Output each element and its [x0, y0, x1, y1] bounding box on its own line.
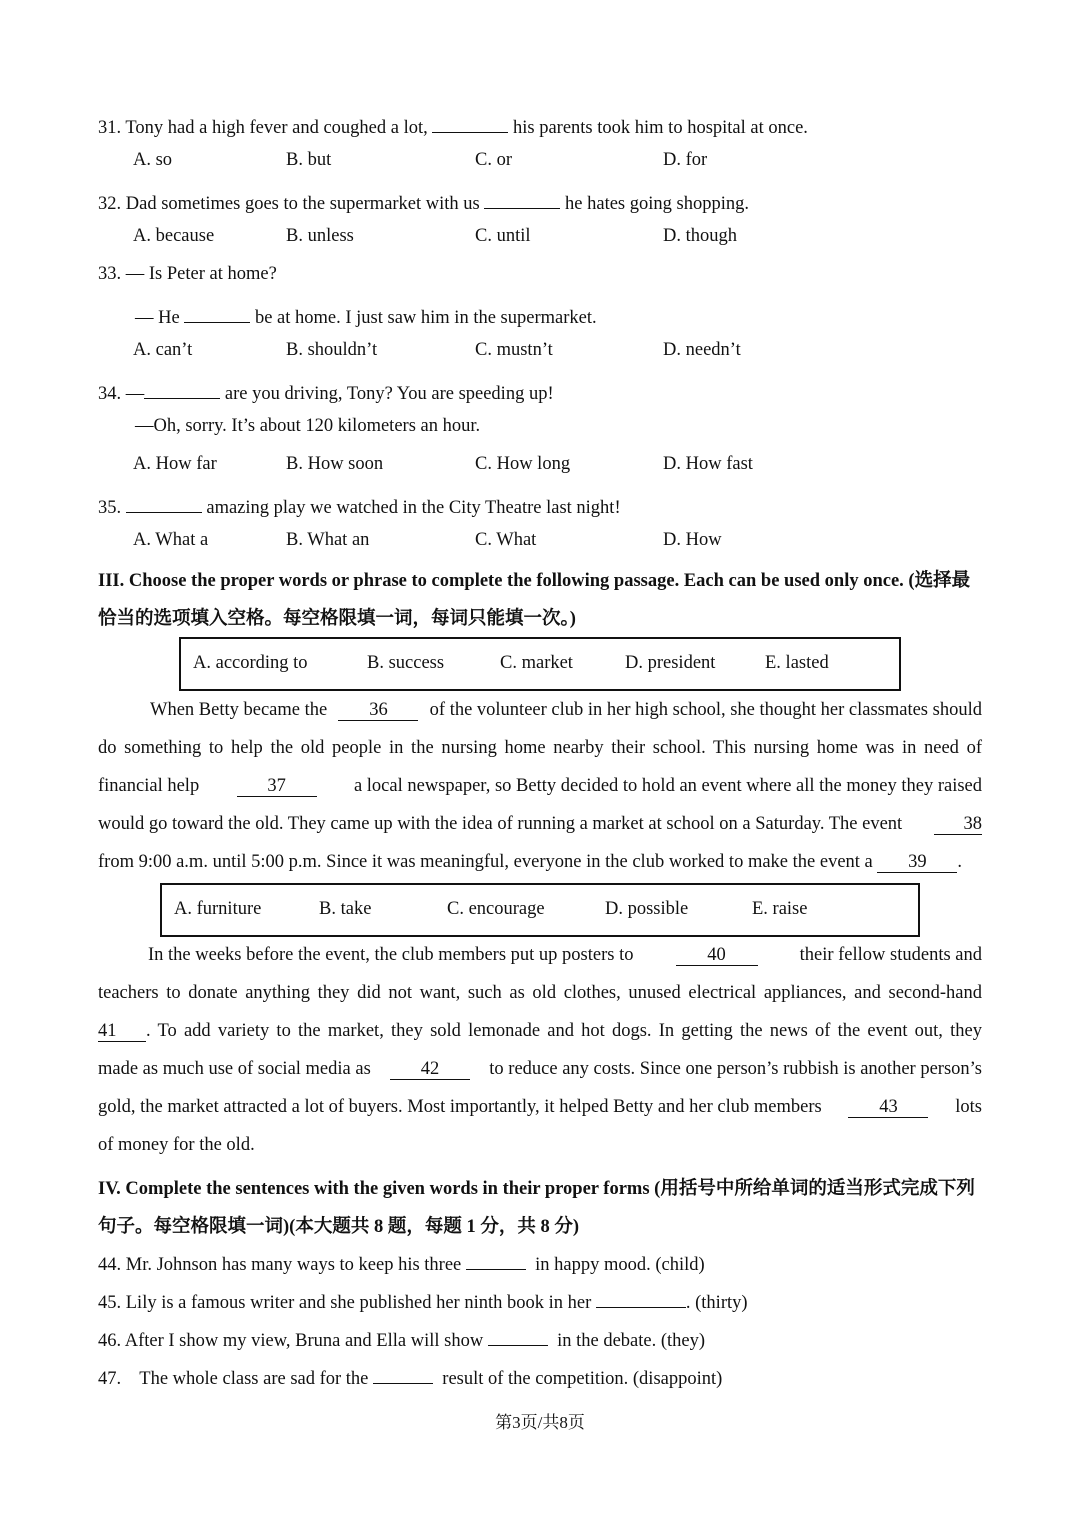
question-number: 32. — [98, 194, 122, 214]
passage-line — [98, 1097, 982, 1123]
question-text: — He — [135, 308, 180, 328]
option-b[interactable]: B. but — [286, 150, 332, 170]
section-3-heading: III. Choose the proper words or phrase to complete the following passage. Each can be used only once. (选择最恰当的选项填入空格。每空格限填一词，每词只能填一次。) — [98, 571, 971, 629]
answer-blank[interactable] — [126, 492, 202, 513]
word-option: D. president — [625, 653, 716, 673]
question-number: 46. — [98, 1331, 122, 1351]
word-option: D. possible — [605, 899, 689, 919]
options-31 — [133, 150, 933, 176]
answer-blank[interactable] — [184, 302, 250, 323]
passage-line — [98, 1059, 982, 1085]
question-33 — [98, 264, 277, 285]
passage-line — [98, 852, 982, 878]
passage-line: of money for the old. — [98, 1135, 255, 1155]
passage-line — [150, 700, 982, 726]
word-option: E. raise — [752, 899, 808, 919]
option-c[interactable]: C. or — [475, 150, 512, 170]
option-d[interactable]: D. How — [663, 530, 722, 550]
question-32 — [98, 188, 749, 215]
passage-text: . — [957, 852, 963, 872]
blank-36[interactable]: 36 — [338, 700, 418, 721]
word-option: A. furniture — [174, 899, 262, 919]
question-text: Lily is a famous writer and she published her ninth book in her — [125, 1293, 592, 1313]
word-box-2 — [160, 883, 920, 937]
options-32 — [133, 226, 933, 252]
passage-text: would go toward the old. They came up with the idea of running a market at school on a Saturday. The event — [98, 814, 903, 834]
question-number: 31. — [98, 118, 122, 138]
option-a[interactable]: A. so — [133, 150, 173, 170]
passage-text: to reduce any costs. Since one person’s rubbish is another person’s — [489, 1059, 982, 1079]
option-b[interactable]: B. shouldn’t — [286, 340, 378, 360]
passage-text: of the volunteer club in her high school, she thought her classmates should — [429, 700, 982, 720]
word-box-1 — [179, 637, 901, 691]
question-text: — Is Peter at home? — [125, 264, 277, 284]
option-a[interactable]: A. What a — [133, 530, 209, 550]
question-number: 35. — [98, 498, 122, 518]
question-text: amazing play we watched in the City Theatre last night! — [206, 498, 621, 518]
answer-blank[interactable] — [484, 188, 560, 209]
passage-line — [98, 814, 982, 840]
question-text: his parents took him to hospital at once. — [513, 118, 808, 138]
answer-blank[interactable] — [373, 1363, 433, 1384]
option-c[interactable]: C. until — [475, 226, 531, 246]
answer-blank[interactable] — [488, 1325, 548, 1346]
passage-line: teachers to donate anything they did not want, such as old clothes, unused electrical appliances, and second-hand — [98, 983, 982, 1003]
question-45 — [98, 1287, 748, 1314]
passage-text: financial help — [98, 776, 200, 796]
question-text: are you driving, Tony? You are speeding up! — [224, 384, 554, 404]
question-34-reply — [135, 416, 480, 437]
options-35 — [133, 530, 933, 556]
page-footer: 第3页/共8页 — [495, 1413, 585, 1432]
option-a[interactable]: A. How far — [133, 454, 217, 474]
blank-42[interactable]: 42 — [390, 1059, 470, 1080]
question-text: Mr. Johnson has many ways to keep his three — [125, 1255, 462, 1275]
option-c[interactable]: C. What — [475, 530, 537, 550]
question-text: be at home. I just saw him in the supermarket. — [254, 308, 597, 328]
question-text: Dad sometimes goes to the supermarket with us — [125, 194, 480, 214]
answer-blank[interactable] — [466, 1249, 526, 1270]
question-47 — [98, 1363, 722, 1390]
option-d[interactable]: D. though — [663, 226, 737, 246]
passage-text: a local newspaper, so Betty decided to hold an event where all the money they raised — [353, 776, 982, 796]
question-46 — [98, 1325, 705, 1352]
passage-text: lots — [955, 1097, 982, 1117]
section-4-heading: IV. Complete the sentences with the given words in their proper forms (用括号中所给单词的适当形式完成下列句子。每空格限填一词)(本大题共 8 题，每题 1 分，共 8 分) — [98, 1179, 975, 1237]
option-d[interactable]: D. needn’t — [663, 340, 741, 360]
option-d[interactable]: D. How fast — [663, 454, 753, 474]
question-number: 45. — [98, 1293, 122, 1313]
question-text: . (thirty) — [685, 1293, 748, 1313]
blank-41[interactable]: 41 — [98, 1021, 146, 1042]
question-text: —Oh, sorry. It’s about 120 kilometers an hour. — [135, 416, 481, 436]
question-number: 44. — [98, 1255, 122, 1275]
word-option: C. market — [500, 653, 573, 673]
question-34 — [98, 378, 554, 405]
passage-line — [98, 1021, 982, 1047]
word-option: E. lasted — [765, 653, 829, 673]
question-number: 47. — [98, 1369, 122, 1389]
word-option: A. according to — [193, 653, 308, 673]
passage-text: When Betty became the — [150, 700, 328, 720]
option-d[interactable]: D. for — [663, 150, 708, 170]
answer-blank[interactable] — [432, 112, 508, 133]
options-34 — [133, 454, 933, 480]
question-text: result of the competition. (disappoint) — [442, 1369, 723, 1389]
question-33-reply — [135, 302, 597, 329]
blank-40[interactable]: 40 — [676, 945, 758, 966]
passage-text: made as much use of social media as — [98, 1059, 371, 1079]
option-c[interactable]: C. mustn’t — [475, 340, 553, 360]
question-text: he hates going shopping. — [565, 194, 749, 214]
option-a[interactable]: A. because — [133, 226, 215, 246]
option-b[interactable]: B. How soon — [286, 454, 384, 474]
question-44 — [98, 1249, 705, 1276]
word-option: C. encourage — [447, 899, 545, 919]
word-option: B. take — [319, 899, 372, 919]
question-number: 33. — [98, 264, 122, 284]
passage-line — [148, 945, 982, 971]
question-text: The whole class are sad for the — [139, 1369, 369, 1389]
passage-text: their fellow students and — [799, 945, 982, 965]
option-b[interactable]: B. What an — [286, 530, 370, 550]
question-31 — [98, 112, 808, 139]
word-option: B. success — [367, 653, 445, 673]
option-a[interactable]: A. can’t — [133, 340, 193, 360]
passage-text: . To add variety to the market, they sold lemonade and hot dogs. In getting the news of the event out, they — [146, 1021, 982, 1041]
blank-43[interactable]: 43 — [848, 1097, 928, 1118]
blank-37[interactable]: 37 — [237, 776, 317, 797]
question-text: After I show my view, Bruna and Ella will show — [124, 1331, 484, 1351]
question-text: Tony had a high fever and coughed a lot, — [125, 118, 428, 138]
passage-text: from 9:00 a.m. until 5:00 p.m. Since it was meaningful, everyone in the club worked to make the event a — [98, 852, 873, 872]
options-33 — [133, 340, 933, 366]
answer-blank[interactable] — [144, 378, 220, 399]
blank-38[interactable]: 38 — [934, 814, 982, 835]
answer-blank[interactable] — [596, 1287, 686, 1308]
passage-line: do something to help the old people in the nursing home nearby their school. This nursing home was in need of — [98, 738, 982, 758]
passage-text: gold, the market attracted a lot of buyers. Most importantly, it helped Betty and her club members — [98, 1097, 822, 1117]
passage-text: In the weeks before the event, the club members put up posters to — [148, 945, 634, 965]
option-b[interactable]: B. unless — [286, 226, 354, 246]
question-35 — [98, 492, 621, 519]
question-text: in happy mood. (child) — [535, 1255, 705, 1275]
question-text: in the debate. (they) — [557, 1331, 706, 1351]
question-text: — — [125, 384, 145, 404]
option-c[interactable]: C. How long — [475, 454, 571, 474]
blank-39[interactable]: 39 — [877, 852, 957, 873]
question-number: 34. — [98, 384, 122, 404]
passage-line — [98, 776, 982, 802]
